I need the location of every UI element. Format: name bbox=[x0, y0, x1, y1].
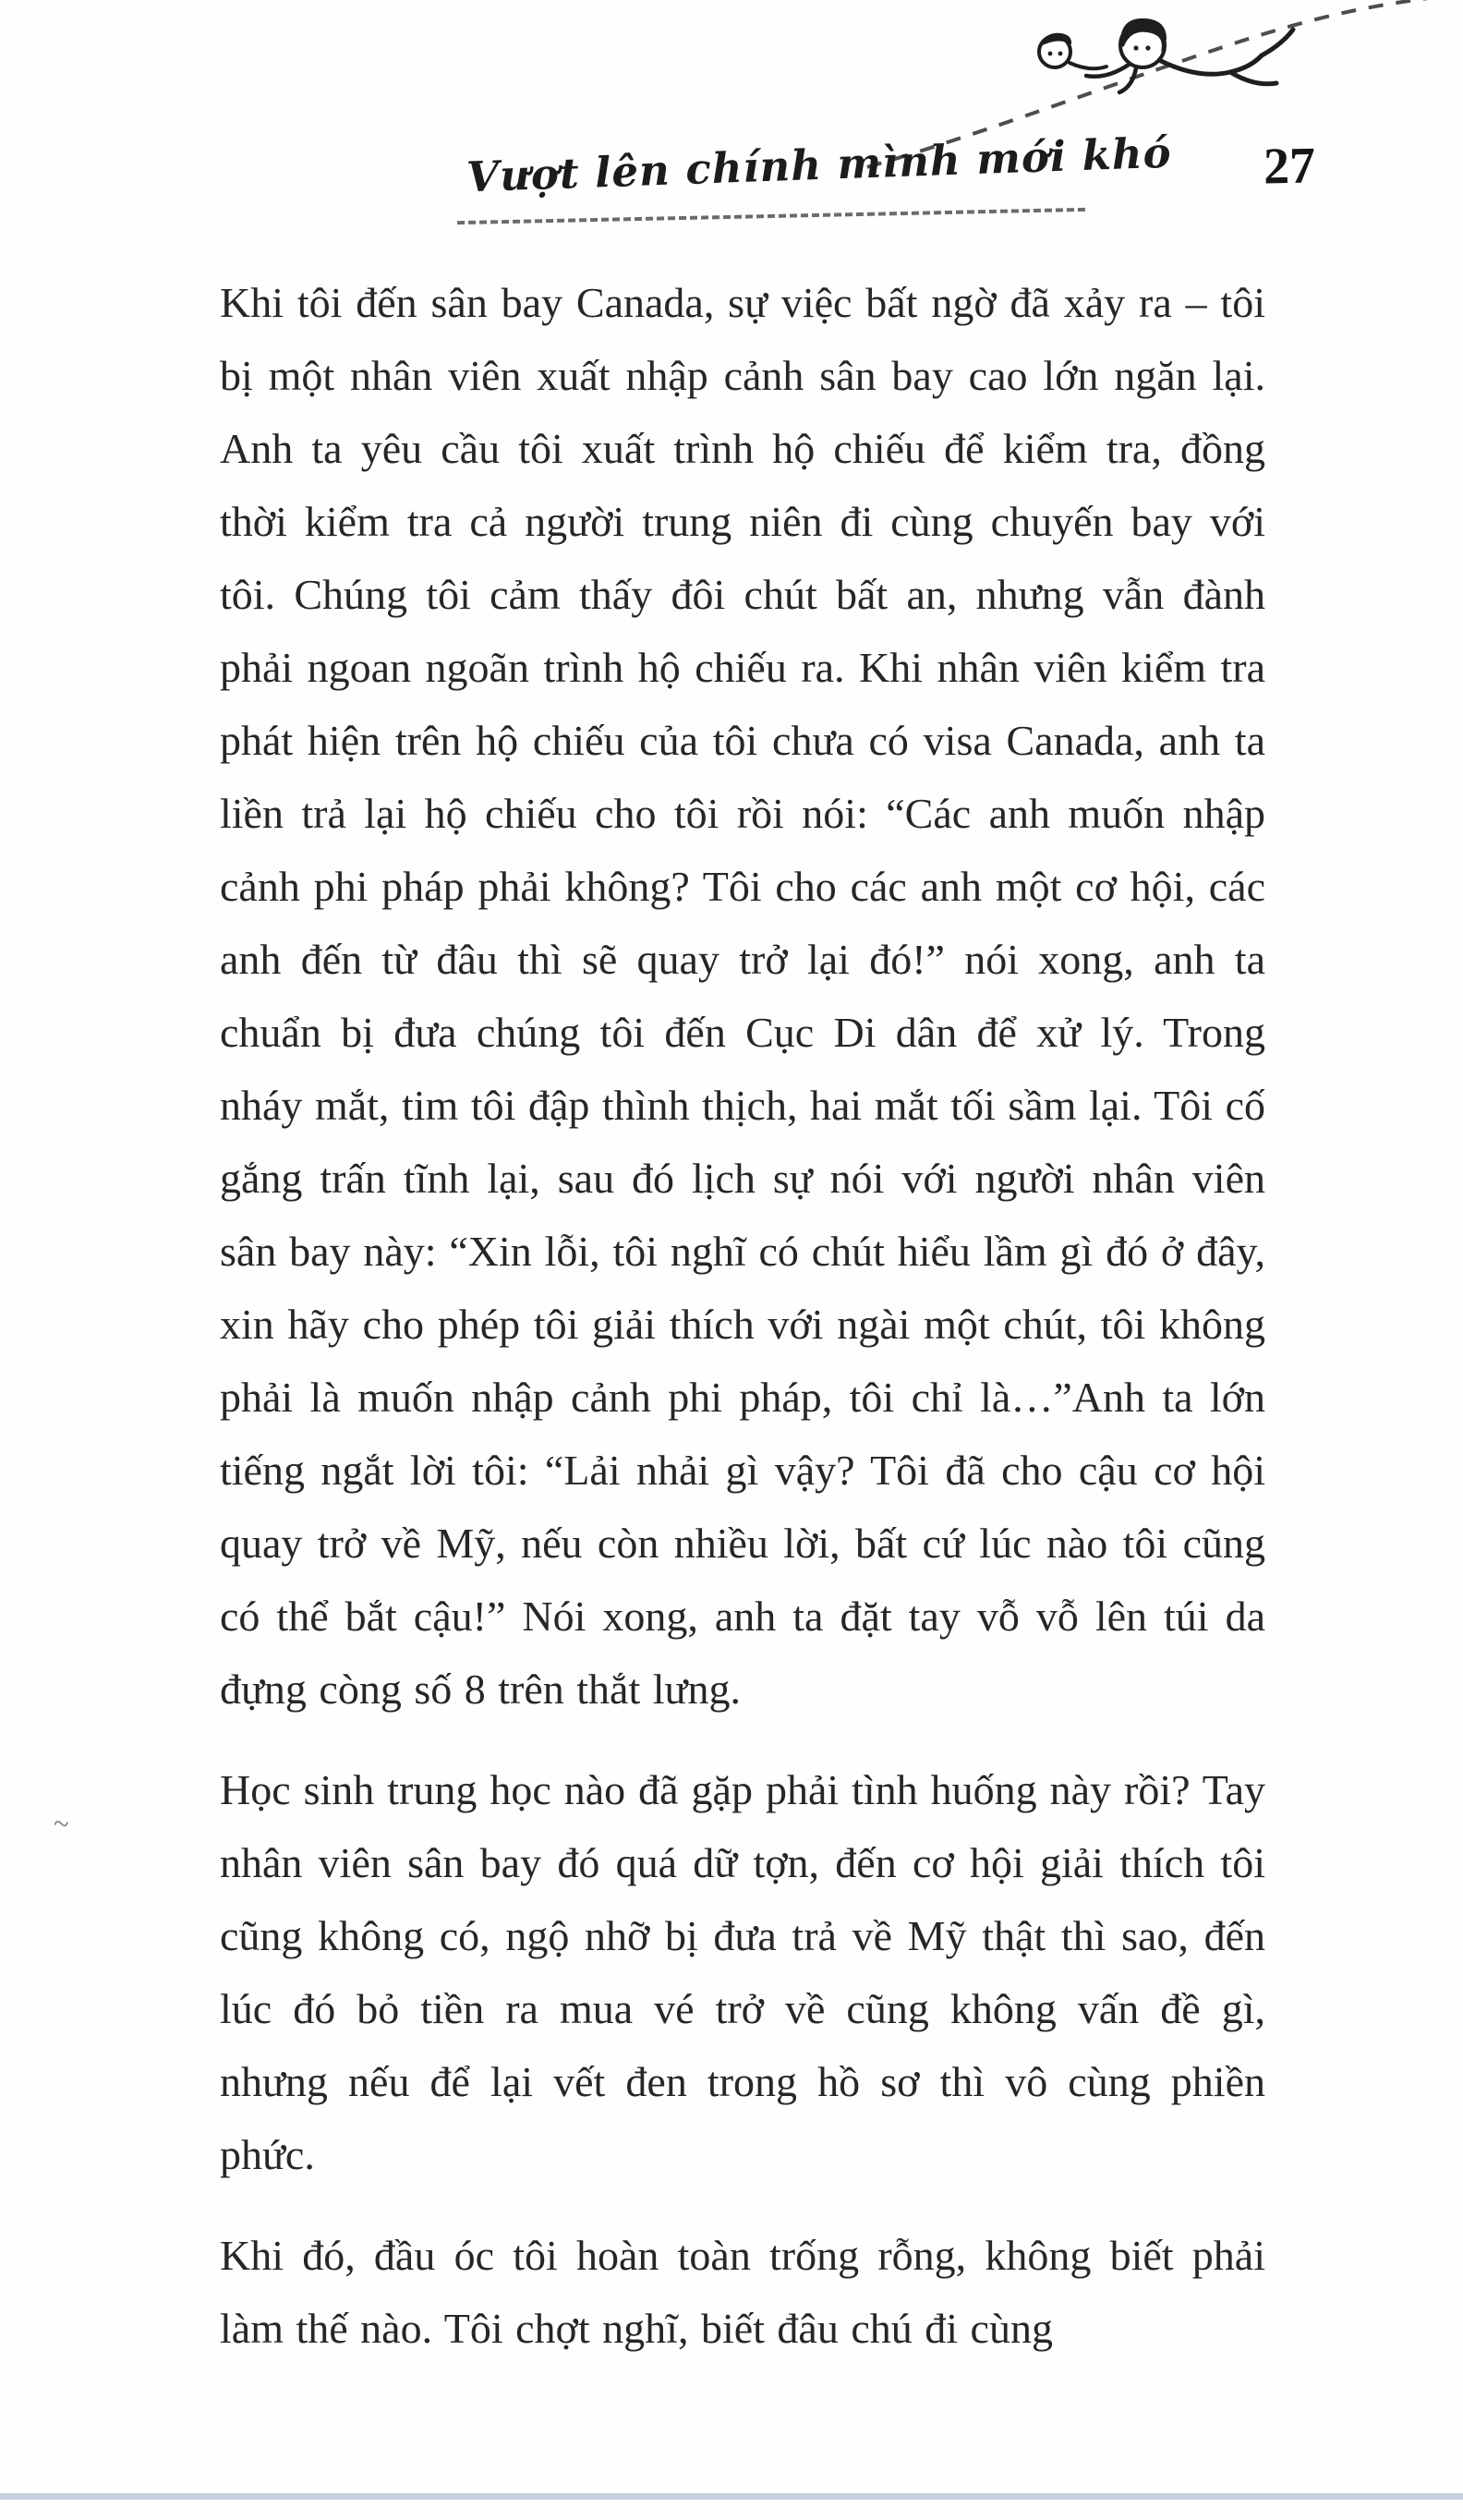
page-number: 27 bbox=[1263, 137, 1316, 196]
page-edge-line bbox=[0, 2493, 1463, 2500]
paragraph-3: Khi đó, đầu óc tôi hoàn toàn trống rỗng, không biết phải làm thế nào. Tôi chợt nghĩ, biết đâu chú đi cùng bbox=[220, 2232, 1265, 2352]
flying-person-doodle bbox=[859, 0, 1463, 225]
running-header-title: Vượt lên chính mình mới khó bbox=[466, 127, 1173, 202]
page-body bbox=[220, 266, 1265, 2393]
scan-margin-mark: ~ bbox=[51, 1808, 71, 1840]
paragraph-1: Khi tôi đến sân bay Canada, sự việc bất ngờ đã xảy ra – tôi bị một nhân viên xuất nhập cảnh sân bay cao lớn ngăn lại. Anh ta yêu cầu tôi xuất trình hộ chiếu để kiểm tra, đồng thời kiểm tra cả người trung niên đi cùng chuyến bay với tôi. Chúng tôi cảm thấy đôi chút bất an, nhưng vẫn đành phải ngoan ngoãn trình hộ chiếu ra. Khi nhân viên kiểm tra phát hiện trên hộ chiếu của tôi chưa có visa Canada, anh ta liền trả lại hộ chiếu cho tôi rồi nói: “Các anh muốn nhập cảnh phi pháp phải không? Tôi cho các anh một cơ hội, các anh đến từ đâu thì sẽ quay trở lại đó!” nói xong, anh ta chuẩn bị đưa chúng tôi đến Cục Di dân để xử lý. Trong nháy mắt, tim tôi đập thình thịch, hai mắt tối sầm lại. Tôi cố gắng trấn tĩnh lại, sau đó lịch sự nói với người nhân viên sân bay này: “Xin lỗi, tôi nghĩ có chút hiểu lầm gì đó ở đây, xin hãy cho phép tôi giải thích với ngài một chút, tôi không phải là muốn nhập cảnh phi pháp, tôi chỉ là…”Anh ta lớn tiếng ngắt lời tôi: “Lải nhải gì vậy? Tôi đã cho cậu cơ hội quay trở về Mỹ, nếu còn nhiều lời, bất cứ lúc nào tôi cũng có thể bắt cậu!” Nói xong, anh ta đặt tay vỗ vỗ lên túi da đựng còng số 8 trên thắt lưng. bbox=[220, 279, 1265, 1713]
paragraph-2: Học sinh trung học nào đã gặp phải tình huống này rồi? Tay nhân viên sân bay đó quá dữ tợn, đến cơ hội giải thích tôi cũng không có, ngộ nhỡ bị đưa trả về Mỹ thật thì sao, đến lúc đó bỏ tiền ra mua vé trở về cũng không vấn đề gì, nhưng nếu để lại vết đen trong hồ sơ thì vô cùng phiền phức. bbox=[220, 1766, 1265, 2178]
